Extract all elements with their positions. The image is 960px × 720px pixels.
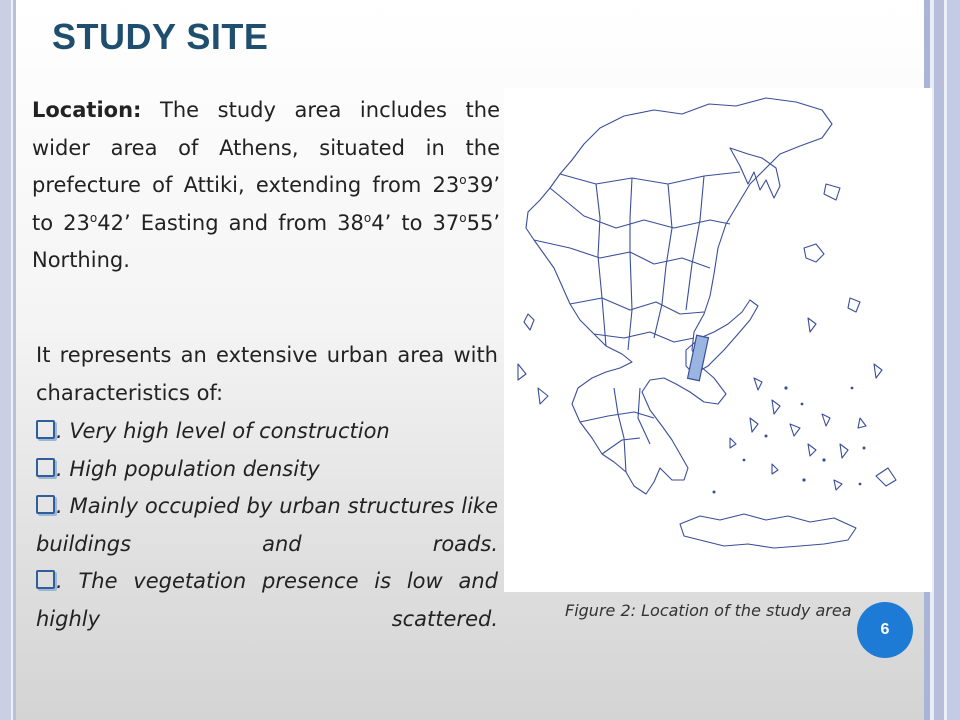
location-text: The study area includes the wider area of Athens, situated in the prefecture of Attiki, extending from 23 <box>32 98 500 197</box>
list-item: . The vegetation presence is low and highly scattered. <box>36 569 498 631</box>
island-outline <box>730 378 896 490</box>
greece-map-drawing <box>504 88 932 592</box>
checkbox-icon <box>36 458 55 477</box>
left-decoration-line <box>13 0 16 720</box>
slide-title: STUDY SITE <box>52 16 269 57</box>
intro-paragraph: It represents an extensive urban area with characteristics of: <box>36 343 498 405</box>
crete-outline <box>680 514 856 548</box>
location-text: 55’ Northing. <box>32 210 501 272</box>
list-item: . Very high level of construction <box>36 413 498 451</box>
mainland-outline <box>526 98 832 494</box>
degree-mark: o <box>363 210 372 225</box>
characteristics-list <box>36 413 498 638</box>
list-item: . Mainly occupied by urban structures like buildings and roads. <box>36 494 498 556</box>
location-label: Location: <box>32 98 142 122</box>
checkbox-icon <box>36 495 55 514</box>
peninsula-outline <box>730 148 780 198</box>
checkbox-icon <box>36 420 55 439</box>
island-outline <box>518 314 548 404</box>
greece-map <box>504 88 932 592</box>
location-text: 39’ to 23 <box>32 173 500 235</box>
island-outline <box>804 184 882 378</box>
prefecture-borders <box>534 172 740 472</box>
location-paragraph <box>32 92 500 280</box>
degree-mark: o <box>459 210 467 225</box>
location-text: 4’ to 37 <box>371 210 460 235</box>
degree-mark: o <box>89 210 98 225</box>
checkbox-icon <box>36 570 55 589</box>
location-text: 42’ Easting and from 38 <box>97 210 364 235</box>
left-decoration-bar <box>0 0 13 720</box>
study-area-marker <box>688 335 709 381</box>
page-number-badge: 6 <box>857 602 913 658</box>
list-item: . High population density <box>36 451 498 489</box>
figure-caption: Figure 2: Location of the study area <box>565 601 852 620</box>
degree-mark: o <box>459 173 467 187</box>
